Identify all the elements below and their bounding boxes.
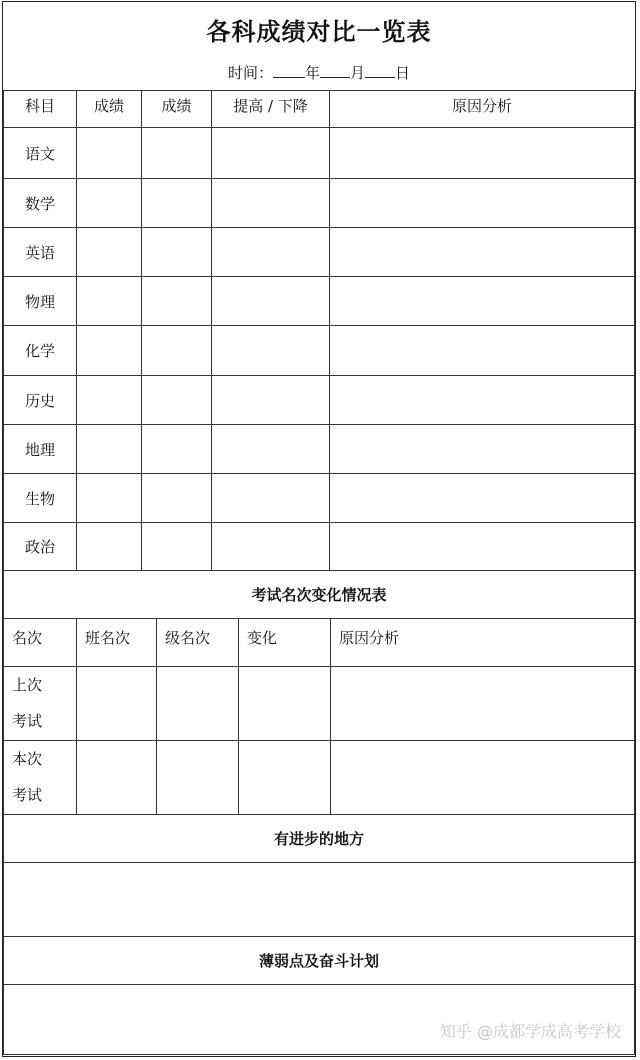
cell-input[interactable]	[212, 277, 330, 326]
cell-input[interactable]	[157, 741, 239, 815]
page-title: 各科成绩对比一览表	[206, 17, 432, 46]
table-row	[4, 425, 635, 474]
subject-chinese: 语文	[4, 128, 77, 179]
cell-input[interactable]	[212, 128, 330, 179]
row-label-line: 考试	[12, 786, 43, 804]
header-class-rank: 班名次	[77, 619, 157, 667]
table-row	[4, 523, 635, 571]
row-label-last-exam	[4, 667, 77, 741]
rank-section-title: 考试名次变化情况表	[4, 571, 635, 619]
cell-input[interactable]	[330, 523, 635, 571]
table-row	[4, 474, 635, 523]
cell-input[interactable]	[212, 425, 330, 474]
cell-input[interactable]	[142, 326, 212, 376]
table-row	[4, 277, 635, 326]
cell-input[interactable]	[330, 425, 635, 474]
header-subject: 科目	[4, 91, 77, 128]
cell-input[interactable]	[77, 523, 142, 571]
cell-input[interactable]	[142, 376, 212, 425]
month-blank[interactable]	[320, 63, 350, 78]
cell-input[interactable]	[77, 128, 142, 179]
cell-input[interactable]	[77, 741, 157, 815]
cell-input[interactable]	[142, 523, 212, 571]
score-table	[3, 90, 635, 571]
row-label-line: 上次	[12, 676, 43, 694]
subject-physics: 物理	[4, 277, 77, 326]
cell-input[interactable]	[212, 474, 330, 523]
cell-input[interactable]	[330, 376, 635, 425]
score-header-row	[4, 91, 635, 128]
progress-section-title: 有进步的地方	[4, 815, 635, 863]
cell-input[interactable]	[142, 228, 212, 277]
header-rank-reason: 原因分析	[331, 619, 635, 667]
cell-input[interactable]	[142, 474, 212, 523]
subject-math: 数学	[4, 179, 77, 228]
cell-input[interactable]	[77, 277, 142, 326]
cell-input[interactable]	[77, 326, 142, 376]
table-row	[4, 326, 635, 376]
progress-content-cell[interactable]	[4, 863, 635, 937]
cell-input[interactable]	[330, 326, 635, 376]
subject-chemistry: 化学	[4, 326, 77, 376]
table-row	[4, 228, 635, 277]
cell-input[interactable]	[142, 128, 212, 179]
watermark: 知乎 @成都学成高考学校	[439, 1022, 621, 1041]
cell-input[interactable]	[330, 228, 635, 277]
day-blank[interactable]	[365, 63, 395, 78]
form-sheet	[2, 1, 636, 1057]
cell-input[interactable]	[331, 667, 635, 741]
plan-section-title: 薄弱点及奋斗计划	[4, 937, 635, 985]
table-row	[4, 741, 635, 815]
progress-title-row	[4, 815, 635, 863]
cell-input[interactable]	[77, 474, 142, 523]
cell-input[interactable]	[212, 179, 330, 228]
progress-content-row	[4, 863, 635, 937]
plan-title-row	[4, 937, 635, 985]
row-label-line: 本次	[12, 750, 43, 768]
cell-input[interactable]	[142, 425, 212, 474]
header-score-2: 成绩	[142, 91, 212, 128]
cell-input[interactable]	[212, 376, 330, 425]
year-label: 年	[304, 64, 320, 82]
cell-input[interactable]	[330, 179, 635, 228]
day-label: 日	[395, 64, 411, 82]
cell-input[interactable]	[77, 179, 142, 228]
cell-input[interactable]	[212, 228, 330, 277]
header-rank-change: 变化	[239, 619, 331, 667]
cell-input[interactable]	[331, 741, 635, 815]
rank-table	[3, 570, 635, 1055]
cell-input[interactable]	[212, 326, 330, 376]
cell-input[interactable]	[142, 277, 212, 326]
subject-history: 历史	[4, 376, 77, 425]
cell-input[interactable]	[212, 523, 330, 571]
month-label: 月	[350, 64, 366, 82]
rank-header-row	[4, 619, 635, 667]
header-change: 提高 / 下降	[212, 91, 330, 128]
cell-input[interactable]	[330, 474, 635, 523]
subject-politics: 政治	[4, 523, 77, 571]
subject-geography: 地理	[4, 425, 77, 474]
cell-input[interactable]	[77, 228, 142, 277]
subject-biology: 生物	[4, 474, 77, 523]
cell-input[interactable]	[239, 667, 331, 741]
cell-input[interactable]	[77, 376, 142, 425]
cell-input[interactable]	[77, 667, 157, 741]
cell-input[interactable]	[142, 179, 212, 228]
cell-input[interactable]	[239, 741, 331, 815]
date-label: 时间：	[227, 64, 273, 82]
row-label-this-exam	[4, 741, 77, 815]
cell-input[interactable]	[77, 425, 142, 474]
table-row	[4, 376, 635, 425]
rank-title-row	[4, 571, 635, 619]
cell-input[interactable]	[330, 277, 635, 326]
row-label-line: 考试	[12, 712, 43, 730]
header-grade-rank: 级名次	[157, 619, 239, 667]
cell-input[interactable]	[157, 667, 239, 741]
header-reason: 原因分析	[330, 91, 635, 128]
cell-input[interactable]	[330, 128, 635, 179]
table-row	[4, 179, 635, 228]
year-blank[interactable]	[273, 63, 305, 78]
subject-english: 英语	[4, 228, 77, 277]
table-row	[4, 667, 635, 741]
header-score-1: 成绩	[77, 91, 142, 128]
date-line	[3, 62, 635, 83]
header-rank: 名次	[4, 619, 77, 667]
table-row	[4, 128, 635, 179]
